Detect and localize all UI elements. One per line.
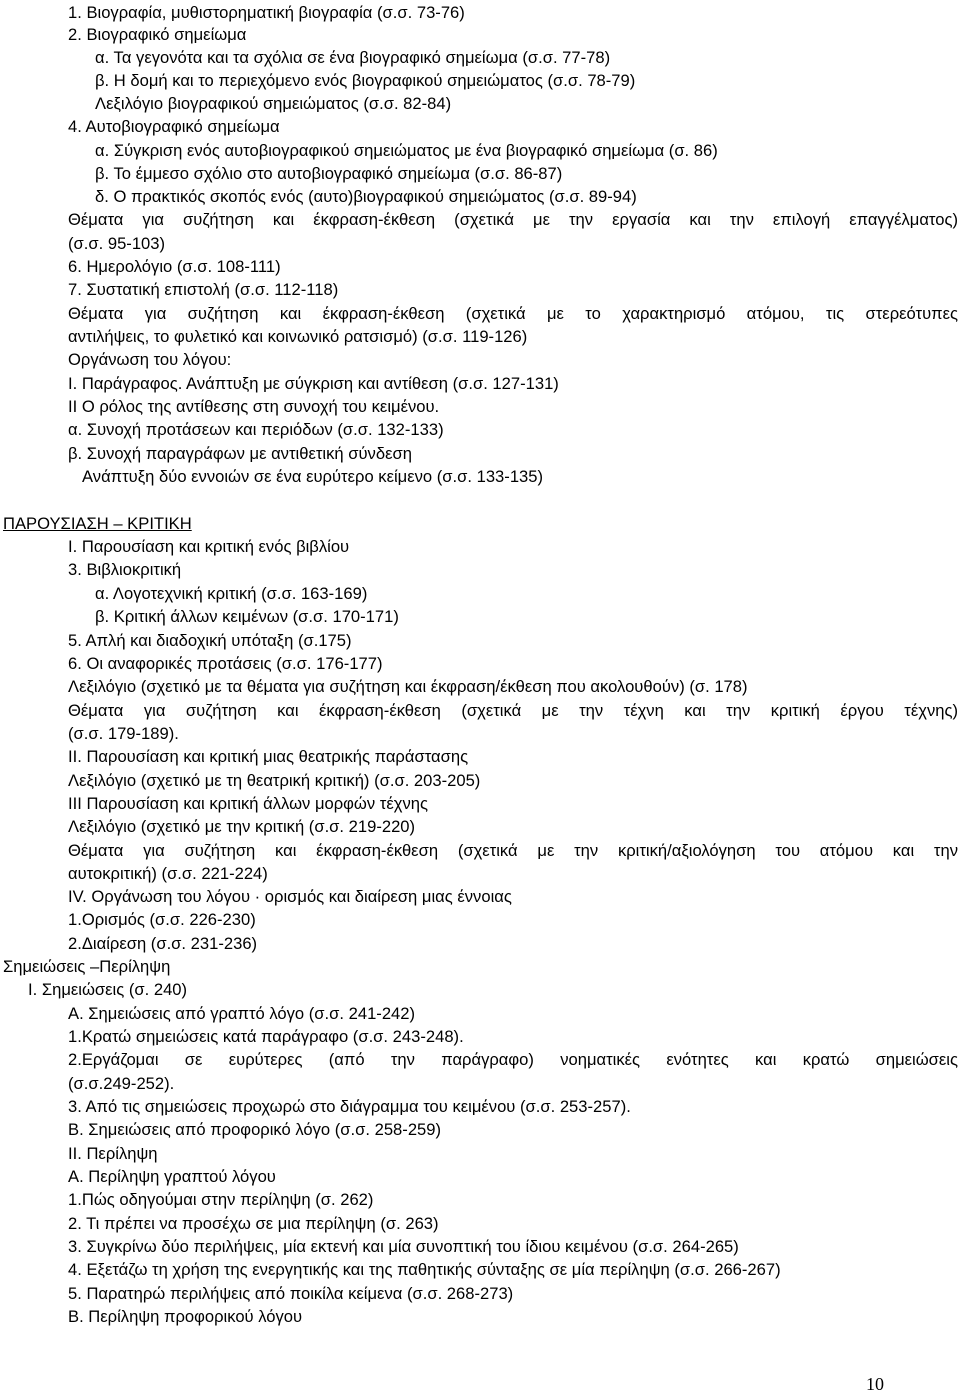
- text-line: Λεξιλόγιο βιογραφικού σημειώματος (σ.σ. 82-84): [95, 94, 452, 113]
- text-line: Θέματα για συζήτηση και έκφραση-έκθεση (σχετικά με το χαρακτηρισμό ατόμου, τις στερεότυπες: [68, 304, 958, 323]
- text-line: 4. Εξετάζω τη χρήση της ενεργητικής και της παθητικής σύνταξης σε μία περίληψη (σ.σ. 266-267): [68, 1260, 781, 1279]
- text-line: Ανάπτυξη δύο εννοιών σε ένα ευρύτερο κείμενο (σ.σ. 133-135): [82, 467, 544, 486]
- text-line: (σ.σ.249-252).: [68, 1074, 175, 1093]
- text-line: ΙΙΙ Παρουσίαση και κριτική άλλων μορφών τέχνης: [68, 794, 428, 813]
- text-line: α. Σύγκριση ενός αυτοβιογραφικού σημειώματος με ένα βιογραφικό σημείωμα (σ. 86): [95, 141, 718, 160]
- text-line: 5. Απλή και διαδοχική υπόταξη (σ.175): [68, 631, 352, 650]
- text-line: αυτοκριτική) (σ.σ. 221-224): [68, 864, 268, 883]
- text-line: 2. Βιογραφικό σημείωμα: [68, 25, 247, 44]
- text-line: α. Τα γεγονότα και τα σχόλια σε ένα βιογραφικό σημείωμα (σ.σ. 77-78): [95, 48, 611, 67]
- text-line: 7. Συστατική επιστολή (σ.σ. 112-118): [68, 280, 339, 299]
- text-line: 6. Ημερολόγιο (σ.σ. 108-111): [68, 257, 281, 276]
- text-line: β. Η δομή και το περιεχόμενο ενός βιογραφικού σημειώματος (σ.σ. 78-79): [95, 71, 636, 90]
- text-line: β. Κριτική άλλων κειμένων (σ.σ. 170-171): [95, 607, 399, 626]
- text-line: ΙΙ. Περίληψη: [68, 1144, 158, 1163]
- text-line: β. Το έμμεσο σχόλιο στο αυτοβιογραφικό σημείωμα (σ.σ. 86-87): [95, 164, 563, 183]
- text-line: 1.Ορισμός (σ.σ. 226-230): [68, 910, 256, 929]
- text-line: β. Συνοχή παραγράφων με αντιθετική σύνδεση: [68, 444, 412, 463]
- text-line: Λεξιλόγιο (σχετικό με τη θεατρική κριτική) (σ.σ. 203-205): [68, 771, 481, 790]
- text-line: Οργάνωση του λόγου:: [68, 350, 232, 369]
- text-line: Λεξιλόγιο (σχετικό με τα θέματα για συζήτηση και έκφραση/έκθεση που ακολουθούν) (σ. 178): [68, 677, 748, 696]
- section-heading: Σημειώσεις –Περίληψη: [3, 957, 171, 976]
- text-line: 3. Από τις σημειώσεις προχωρώ στο διάγραμμα του κειμένου (σ.σ. 253-257).: [68, 1097, 631, 1116]
- text-line: Ι. Σημειώσεις (σ. 240): [28, 980, 188, 999]
- text-line: 2. Τι πρέπει να προσέχω σε μια περίληψη (σ. 263): [68, 1214, 439, 1233]
- text-line: Α. Περίληψη γραπτού λόγου: [68, 1167, 276, 1186]
- text-line: α. Λογοτεχνική κριτική (σ.σ. 163-169): [95, 584, 368, 603]
- text-line: ΙΙ Ο ρόλος της αντίθεσης στη συνοχή του κειμένου.: [68, 397, 440, 416]
- text-line: 1.Πώς οδηγούμαι στην περίληψη (σ. 262): [68, 1190, 374, 1209]
- text-line: 2.Διαίρεση (σ.σ. 231-236): [68, 934, 258, 953]
- text-line: (σ.σ. 95-103): [68, 234, 166, 253]
- text-line: Ι. Παράγραφος. Ανάπτυξη με σύγκριση και αντίθεση (σ.σ. 127-131): [68, 374, 559, 393]
- text-line: Β. Σημειώσεις από προφορικό λόγο (σ.σ. 258-259): [68, 1120, 442, 1139]
- text-line: δ. Ο πρακτικός σκοπός ενός (αυτο)βιογραφικού σημειώματος (σ.σ. 89-94): [95, 187, 637, 206]
- text-line: 5. Παρατηρώ περιλήψεις από ποικίλα κείμενα (σ.σ. 268-273): [68, 1284, 514, 1303]
- text-line: 1.Κρατώ σημειώσεις κατά παράγραφο (σ.σ. 243-248).: [68, 1027, 464, 1046]
- text-line: Θέματα για συζήτηση και έκφραση-έκθεση (σχετικά με την κριτική/αξιολόγηση του ατόμου και την: [68, 841, 958, 860]
- text-line: (σ.σ. 179-189).: [68, 724, 179, 743]
- text-line: 2.Εργάζομαι σε ευρύτερες (από την παράγραφο) νοηματικές ενότητες και κρατώ σημειώσεις: [68, 1050, 958, 1069]
- text-line: Θέματα για συζήτηση και έκφραση-έκθεση (σχετικά με την εργασία και την επιλογή επαγγέλματος): [68, 210, 958, 229]
- text-line: α. Συνοχή προτάσεων και περιόδων (σ.σ. 132-133): [68, 420, 444, 439]
- page-number: 10: [866, 1374, 884, 1394]
- text-line: Β. Περίληψη προφορικού λόγου: [68, 1307, 303, 1326]
- text-line: Λεξιλόγιο (σχετικό με την κριτική (σ.σ. 219-220): [68, 817, 416, 836]
- section-heading: ΠΑΡΟΥΣΙΑΣΗ – ΚΡΙΤΙΚΗ: [3, 514, 192, 533]
- text-line: 3. Βιβλιοκριτική: [68, 560, 182, 579]
- text-line: Ι. Παρουσίαση και κριτική ενός βιβλίου: [68, 537, 350, 556]
- text-line: αντιλήψεις, το φυλετικό και κοινωνικό ρατσισμό) (σ.σ. 119-126): [68, 327, 528, 346]
- text-line: ΙV. Οργάνωση του λόγου · ορισμός και διαίρεση μιας έννοιας: [68, 887, 512, 906]
- text-line: ΙΙ. Παρουσίαση και κριτική μιας θεατρικής παράστασης: [68, 747, 469, 766]
- text-line: 4. Αυτοβιογραφικό σημείωμα: [68, 117, 280, 136]
- text-line: 1. Βιογραφία, μυθιστορηματική βιογραφία (σ.σ. 73-76): [68, 3, 465, 22]
- text-line: Θέματα για συζήτηση και έκφραση-έκθεση (σχετικά με την τέχνη και την κριτική έργου τέχνης): [68, 701, 958, 720]
- text-line: 3. Συγκρίνω δύο περιλήψεις, μία εκτενή και μία συνοπτική του ίδιου κειμένου (σ.σ. 264-265): [68, 1237, 739, 1256]
- text-line: 6. Οι αναφορικές προτάσεις (σ.σ. 176-177): [68, 654, 383, 673]
- text-line: Α. Σημειώσεις από γραπτό λόγο (σ.σ. 241-242): [68, 1004, 416, 1023]
